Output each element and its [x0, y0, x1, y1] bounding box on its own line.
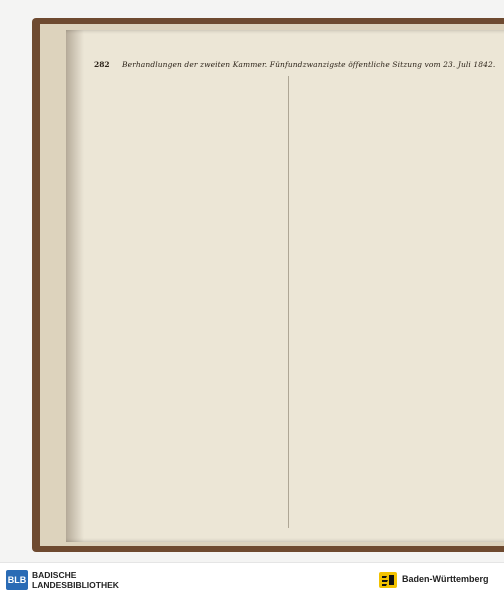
right-text-column: [292, 74, 482, 529]
running-head: Berhandlungen der zweiten Kammer. Fünfundzwanzigste öffentliche Sitzung vom 23. Juli 1842.: [122, 60, 496, 69]
column-divider: [288, 76, 289, 528]
lion-coat-of-arms-icon[interactable]: [378, 571, 398, 589]
viewer-footer: [0, 562, 504, 596]
blb-institution-name: [32, 570, 119, 590]
gutter-shadow: [66, 30, 84, 542]
blb-name-line-1: BADISCHE: [32, 570, 77, 580]
blb-logo[interactable]: BLB: [6, 570, 28, 590]
page-header: [94, 60, 494, 72]
book-page: [66, 30, 504, 542]
page-number: 282: [94, 60, 110, 69]
left-text-column: [94, 74, 284, 529]
blb-name-line-2: LANDESBIBLIOTHEK: [32, 580, 119, 590]
bw-name: Baden-Württemberg: [402, 574, 489, 584]
